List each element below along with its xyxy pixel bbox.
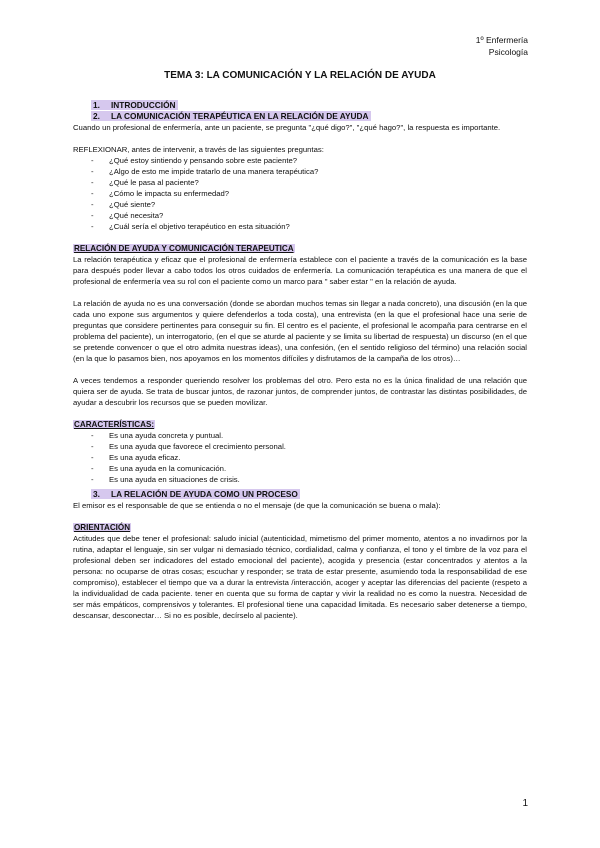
section-heading-2: [73, 111, 527, 122]
list-item: - ¿Algo de esto me impide tratarlo de una manera terapéutica?: [91, 167, 319, 176]
paragraph-intro: Cuando un profesional de enfermería, ante un paciente, se pregunta "¿qué digo?", "¿qué hago?", la respuesta es importante.: [73, 123, 501, 132]
section-title: LA RELACIÓN DE AYUDA COMO UN PROCESO: [111, 489, 298, 499]
paragraph-emisor: El emisor es el responsable de que se entienda o no el mensaje (de que la comunicación se buena o mala):: [73, 501, 441, 510]
paragraph-relacion-1: La relación terapéutica y eficaz que el profesional de enfermería establece con el paciente a través de la comunicación es la base para después poder llevar a cabo todos los otros cuidados de enfermería. La comunicación terapéutica es una manera de que el profesional de enfermería vea su rol con el paciente como un marco para " saber estar " en la relación de ayuda.: [73, 255, 527, 286]
list-item: - Es una ayuda eficaz.: [91, 453, 181, 462]
paragraph-reflexionar: REFLEXIONAR, antes de intervenir, a través de las siguientes preguntas:: [73, 145, 324, 154]
header-subject: Psicología: [488, 47, 528, 57]
paragraph-relacion-2: La relación de ayuda no es una conversación (donde se abordan muchos temas sin llegar a nada concreto), una discusión (en la que cada uno expone sus argumentos y quiere defenderlos a toda costa), una entrevista (en la que el profesional hace una serie de preguntas que considere pertinentes para conseguir su fin. El centro es el paciente, el profesional le acompaña para centrarse en el problema del paciente), un interrogatorio, (en el que se aturde al paciente y se limita su libertad de respuesta) un discurso (en el que se pretende convencer o que el otro admita nuestras ideas), una confesión, (en el sentido religioso del término) una relación social (en la que lo pasamos bien, nos apoyamos en los momentos difíciles y disfrutamos de la campaña de los otros)…: [73, 299, 527, 363]
page-header: [476, 34, 528, 58]
section-number: 2.: [93, 111, 100, 121]
header-course: 1º Enfermería: [475, 35, 528, 45]
list-item: - ¿Qué le pasa al paciente?: [91, 178, 199, 187]
section-number: 1.: [93, 100, 100, 110]
list-item: - Es una ayuda concreta y puntual.: [91, 431, 224, 440]
document-body: [73, 100, 527, 621]
list-item: - ¿Qué estoy sintiendo y pensando sobre este paciente?: [91, 156, 298, 165]
paragraph-relacion-3: A veces tendemos a responder queriendo resolver los problemas del otro. Pero esta no es la única finalidad de una relación que quiera ser de ayuda. Se trata de buscar juntos, de razonar juntos, de comprender juntos, de contrastar las distintas posibilidades, de ayudar a descubrir los recursos que se pueden movilizar.: [73, 376, 527, 407]
subheading-relacion: RELACIÓN DE AYUDA Y COMUNICACIÓN TERAPEUTICA: [74, 244, 294, 253]
list-item: - ¿Cómo le impacta su enfermedad?: [91, 189, 230, 198]
section-number: 3.: [93, 489, 100, 499]
subheading-caracteristicas: CARACTERÍSTICAS:: [74, 420, 155, 429]
list-item: - ¿Qué necesita?: [91, 211, 164, 220]
list-item: - Es una ayuda que favorece el crecimiento personal.: [91, 442, 286, 451]
list-item: - Es una ayuda en la comunicación.: [91, 464, 227, 473]
section-heading-3: [73, 489, 527, 500]
section-title: INTRODUCCIÓN: [111, 100, 176, 110]
list-item: - ¿Cuál sería el objetivo terapéutico en esta situación?: [91, 222, 290, 231]
list-item: - Es una ayuda en situaciones de crisis.: [91, 475, 240, 484]
section-heading-1: [73, 100, 527, 111]
subheading-orientacion: ORIENTACIÓN: [74, 523, 131, 532]
list-item: - ¿Qué siente?: [91, 200, 156, 209]
page-number: 1: [522, 798, 528, 809]
section-title: LA COMUNICACIÓN TERAPÉUTICA EN LA RELACIÓN DE AYUDA: [111, 111, 369, 121]
questions-list: [73, 155, 527, 232]
characteristics-list: [73, 430, 527, 485]
paragraph-orientacion: Actitudes que debe tener el profesional: saludo inicial (autenticidad, mimetismo del primer momento, atentos a no invadirnos por la rutina, adaptar el lenguaje, sin ser vulgar ni demasiado técnico, cordialidad, calma y confianza, el tono y el timbre de la voz para el profesional deben ser indicadores del estado emocional del paciente), acogida y presencia (estar concentrados y atentos a la persona: no ocuparse de otras cosas; escuchar y responder; se trata de estar presente, asumiendo toda la responsabilidad de ese compromiso), establecer el tiempo que va a durar la entrevista /interacción, acoger y aceptar las diferencias del paciente (respeto a la individualidad de cada paciente. tener en cuenta que su forma de captar y vivir la realidad no es como la nuestra. Necesidad de ser más empáticos, comprensivos y tolerantes. El profesional tiene una capacidad limitada. Es necesario saber detenerse a tiempo, descansar, desconectar… Si no es posible, decírselo al paciente).: [73, 534, 527, 620]
document-title: TEMA 3: LA COMUNICACIÓN Y LA RELACIÓN DE AYUDA: [164, 70, 436, 81]
